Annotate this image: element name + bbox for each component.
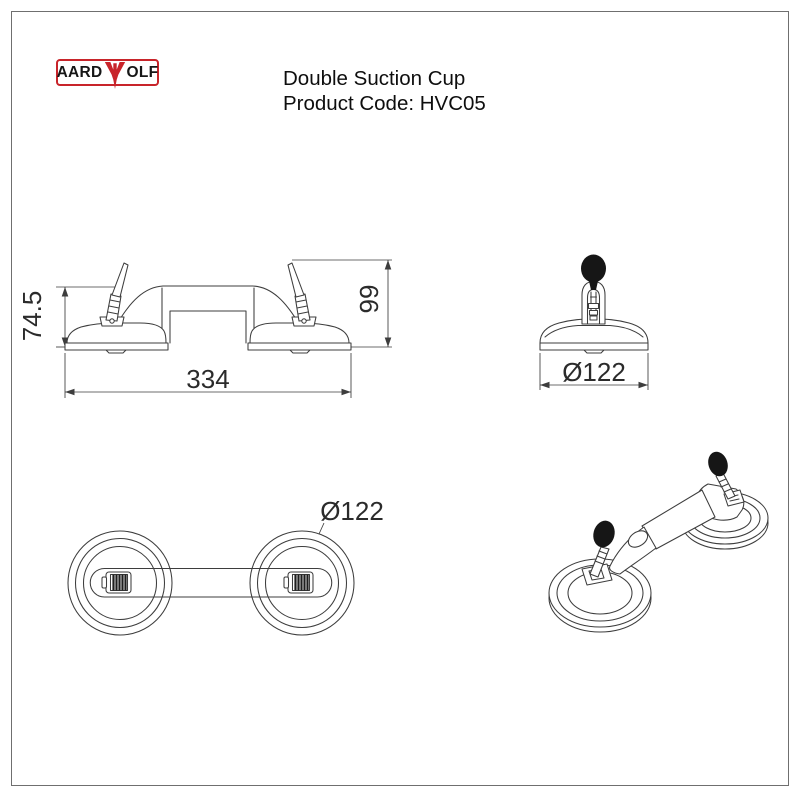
dim-diameter-top-view: Ø122 (320, 496, 384, 526)
dim-length-334: 334 (186, 364, 230, 394)
isometric-view-drawing (530, 430, 790, 700)
brand-logo (56, 59, 159, 86)
dim-height-74-5: 74.5 (17, 290, 47, 342)
page-title: Double Suction Cup (283, 67, 466, 90)
logo-text-left: AARD (56, 63, 103, 81)
logo-text-right: OLF (126, 63, 159, 81)
dim-diameter-end-view: Ø122 (562, 357, 626, 387)
product-code: Product Code: HVC05 (283, 92, 486, 115)
wolf-w-icon (104, 59, 126, 92)
dim-height-99: 99 (354, 284, 384, 314)
title-block (283, 66, 486, 116)
